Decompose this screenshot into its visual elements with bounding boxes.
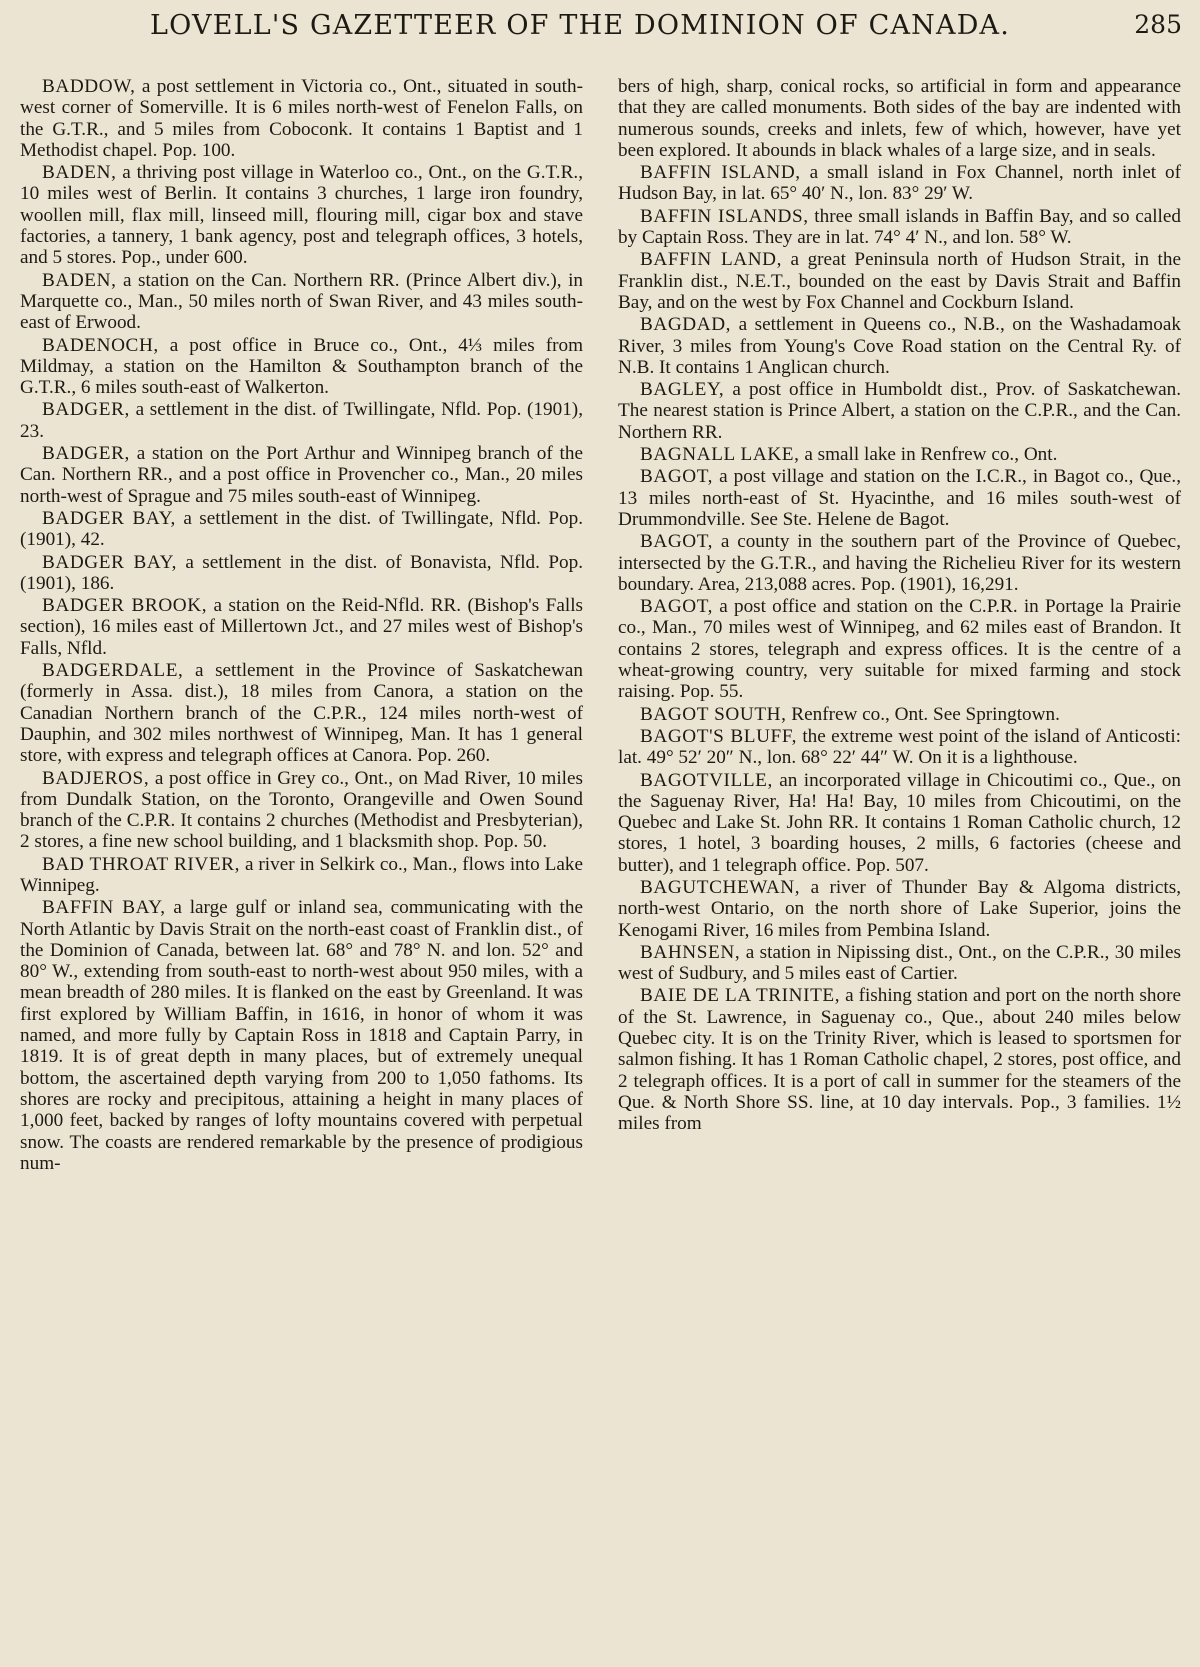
entry-headword: BAGLEY,: [640, 379, 725, 401]
gazetteer-entry: [20, 162, 583, 268]
entry-text: a large gulf or inland sea, communicating with the North Atlantic by Davis Strait on the north-east coast of Franklin dist., of the Dominion of Canada, between lat. 68° and 78° N. and lon. 52° and 80° W., extending from south-east to north-west about 950 miles, with a mean breadth of 280 miles. It is flanked on the east by Greenland. It was first explored by William Baffin, in 1616, in honor of whom it was named, and more fully by Captain Ross in 1818 and Captain Parry, in 1819. It is of great depth in many places, but of extremely unequal bottom, the ascertained depth varying from 200 to 1,050 fathoms. Its shores are rocky and precipitous, attaining a height in many places of 1,000 feet, backed by ranges of lofty mountains covered with perpetual snow. The coasts are rendered remarkable by the presence of prodigious num-: [20, 897, 583, 1174]
entry-text: a settlement in the Province of Saskatchewan (formerly in Assa. dist.), 18 miles from Canora, a station on the Canadian Northern branch of the C.P.R., 124 miles north-west of Dauphin, and 302 miles northwest of Winnipeg, Man. It has 1 general store, with express and telegraph offices at Canora. Pop. 260.: [20, 660, 583, 767]
entry-headword: BAGUTCHEWAN,: [640, 876, 801, 898]
gazetteer-entry: [20, 270, 583, 334]
entry-text: a fishing station and port on the north shore of the St. Lawrence, in Saguenay co., Que., about 240 miles below Quebec city. It is on the Trinity River, which is leased to sportsmen for salmon fishing. It has 1 Roman Catholic chapel, 2 stores, post office, and 2 telegraph offices. It is a port of call in summer for the steamers of the Que. & North Shore SS. line, at 10 day intervals. Pop., 3 families. 1½ miles from: [618, 985, 1181, 1135]
entry-text: a river in Selkirk co., Man., flows into Lake Winnipeg.: [20, 853, 584, 896]
entry-headword: BADGER,: [42, 443, 130, 465]
gazetteer-entry: [618, 770, 1181, 876]
entry-text: a station on the Reid-Nfld. RR. (Bishop's Falls section), 16 miles east of Millertown Jct., and 27 miles west of Bishop's Falls, Nfld.: [20, 595, 583, 659]
page-header: [0, 10, 1200, 54]
entry-text: a settlement in Queens co., N.B., on the Washadamoak River, 3 miles from Young's Cove Road station on the Central Ry. of N.B. It contains 1 Anglican church.: [618, 314, 1181, 378]
gazetteer-entry: [20, 595, 583, 659]
entry-text: a station on the Port Arthur and Winnipeg branch of the Can. Northern RR., and a post office in Provencher co., Man., 20 miles north-west of Sprague and 75 miles south-east of Winnipeg.: [20, 443, 583, 507]
gazetteer-entry: [618, 314, 1181, 378]
entry-text: an incorporated village in Chicoutimi co., Que., on the Saguenay River, Ha! Ha! Bay, 10 miles from Chicoutimi, on the Quebec and Lake St. John RR. It contains 1 Roman Catholic church, 12 stores, 1 hotel, 3 boarding houses, 2 mills, 6 factories (cheese and butter), and 1 telegraph office. Pop. 507.: [618, 769, 1181, 876]
entry-text: a post village and station on the I.C.R., in Bagot co., Que., 13 miles north-east of St. Hyacinthe, and 16 miles south-west of Drummondville. See Ste. Helene de Bagot.: [618, 466, 1181, 530]
entry-headword: BAGOTVILLE,: [640, 769, 773, 791]
entry-text: a settlement in the dist. of Bonavista, Nfld. Pop. (1901), 186.: [20, 551, 584, 594]
gazetteer-entry: [20, 660, 583, 766]
entry-text: a thriving post village in Waterloo co., Ont., on the G.T.R., 10 miles west of Berlin. It contains 3 churches, 1 large iron foundry, woollen mill, flax mill, linseed mill, flouring mill, cigar box and stave factories, a tannery, 1 bank agency, post and telegraph offices, 3 hotels, and 5 stores. Pop., under 600.: [20, 162, 583, 269]
entry-headword: BAIE DE LA TRINITE,: [640, 985, 841, 1007]
entry-headword: BAGNALL LAKE,: [640, 444, 800, 466]
gazetteer-entry: [20, 443, 583, 507]
running-title: LOVELL'S GAZETTEER OF THE DOMINION OF CANADA.: [150, 10, 1011, 41]
gazetteer-entry: [618, 726, 1181, 769]
gazetteer-entry: [20, 854, 583, 897]
gazetteer-entry: [618, 704, 1181, 725]
entry-text: a great Peninsula north of Hudson Strait, in the Franklin dist., N.E.T., bounded on the east by Davis Strait and Baffin Bay, and on the west by Fox Channel and Cockburn Island.: [618, 249, 1181, 313]
entry-headword: BADGER BAY,: [42, 507, 176, 529]
gazetteer-entry: [20, 508, 583, 551]
entry-headword: BADENOCH,: [42, 334, 159, 356]
entry-text: three small islands in Baffin Bay, and so called by Captain Ross. They are in lat. 74° 4′ N., and lon. 58° W.: [618, 205, 1181, 249]
left-column: [20, 76, 583, 1175]
entry-headword: BAGOT,: [640, 466, 714, 488]
gazetteer-entry: [618, 379, 1181, 443]
right-column: [618, 76, 1181, 1136]
gazetteer-entry: [20, 768, 583, 853]
entry-text: a settlement in the dist. of Twillingate, Nfld. Pop. (1901), 42.: [20, 507, 583, 551]
entry-text: a post settlement in Victoria co., Ont., situated in south-west corner of Somerville. It is 6 miles north-west of Fenelon Falls, on the G.T.R., and 5 miles from Coboconk. It contains 1 Baptist and 1 Methodist chapel. Pop. 100.: [20, 76, 583, 161]
entry-headword: BADGER BAY,: [42, 551, 177, 573]
entry-text: a small island in Fox Channel, north inlet of Hudson Bay, in lat. 65° 40′ N., lon. 83° 29′ W.: [618, 162, 1182, 205]
entry-headword: BADJEROS,: [42, 767, 150, 789]
entry-headword: BAFFIN BAY,: [42, 897, 166, 919]
gazetteer-entry: [618, 942, 1181, 985]
gazetteer-entry: [618, 162, 1181, 205]
gazetteer-entry: [618, 466, 1181, 530]
entry-headword: BADEN,: [42, 162, 117, 184]
gazetteer-entry: [20, 335, 583, 399]
entry-headword: BAGOT'S BLUFF,: [640, 725, 797, 747]
entry-headword: BADGER BROOK,: [42, 595, 208, 617]
entry-text: a river of Thunder Bay & Algoma districts, north-west Ontario, on the north shore of Lake Superior, joins the Kenogami River, 16 miles from Pembina Island.: [618, 876, 1181, 941]
entry-headword: BADDOW,: [42, 76, 136, 97]
gazetteer-entry: [20, 76, 583, 161]
entry-text: a station in Nipissing dist., Ont., on the C.P.R., 30 miles west of Sudbury, and 5 miles east of Cartier.: [618, 941, 1181, 985]
gazetteer-entry: [20, 552, 583, 595]
entry-headword: BADGER,: [42, 399, 130, 421]
gazetteer-entry: [618, 444, 1181, 465]
entry-headword: BAFFIN ISLAND,: [640, 162, 801, 184]
entry-headword: BADGERDALE,: [42, 660, 184, 682]
gazetteer-entry: [618, 206, 1181, 249]
gazetteer-entry: [618, 76, 1181, 161]
entry-headword: BAGOT SOUTH,: [640, 703, 787, 725]
gazetteer-entry: [20, 399, 583, 442]
gazetteer-entry: [618, 596, 1181, 702]
entry-text: a post office in Humboldt dist., Prov. of Saskatchewan. The nearest station is Prince Albert, a station on the C.P.R., and the Can. Northern RR.: [618, 379, 1181, 443]
entry-text: a post office in Bruce co., Ont., 4⅓ miles from Mildmay, a station on the Hamilton & Southampton branch of the G.T.R., 6 miles south-east of Walkerton.: [20, 334, 583, 399]
entry-text: Renfrew co., Ont. See Springtown.: [786, 703, 1060, 725]
entry-headword: BAHNSEN,: [640, 941, 741, 963]
gazetteer-entry: [20, 897, 583, 1174]
entry-text: a post office in Grey co., Ont., on Mad River, 10 miles from Dundalk Station, on the Toronto, Orangeville and Owen Sound branch of the C.P.R. It contains 2 churches (Methodist and Presbyterian), 2 stores, a fine new school building, and 1 blacksmith shop. Pop. 50.: [20, 767, 583, 853]
entry-headword: BAFFIN ISLANDS,: [640, 205, 809, 227]
entry-headword: BAGOT,: [640, 596, 714, 618]
gazetteer-entry: [618, 877, 1181, 941]
entry-headword: BAD THROAT RIVER,: [42, 853, 240, 875]
gazetteer-entry: [618, 249, 1181, 313]
entry-text: bers of high, sharp, conical rocks, so artificial in form and appearance that they are called monuments. Both sides of the bay are indented with numerous sounds, creeks and inlets, few of which, however, have yet been explored. It abounds in black whales of a large size, and in seals.: [618, 76, 1181, 161]
entry-text: the extreme west point of the island of Anticosti: lat. 49° 52′ 20″ N., lon. 68° 22′ 44″ W. On it is a lighthouse.: [618, 725, 1181, 769]
entry-text: a settlement in the dist. of Twillingate, Nfld. Pop. (1901), 23.: [20, 399, 583, 442]
entry-text: a small lake in Renfrew co., Ont.: [799, 444, 1058, 466]
entry-headword: BAFFIN LAND,: [640, 249, 783, 271]
page-number: 285: [1134, 10, 1182, 39]
entry-headword: BAGDAD,: [640, 314, 732, 336]
entry-text: a county in the southern part of the Province of Quebec, intersected by the G.T.R., and having the Richelieu River for its western boundary. Area, 213,088 acres. Pop. (1901), 16,291.: [618, 531, 1181, 595]
entry-headword: BADEN,: [42, 269, 117, 291]
entry-text: a post office and station on the C.P.R. in Portage la Prairie co., Man., 70 miles west of Winnipeg, and 62 miles east of Brandon. It contains 2 stores, telegraph and express offices. It is the centre of a wheat-growing country, very suitable for mixed farming and stock raising. Pop. 55.: [618, 596, 1181, 703]
gazetteer-entry: [618, 985, 1181, 1134]
entry-headword: BAGOT,: [640, 531, 714, 553]
gazetteer-entry: [618, 531, 1181, 595]
entry-text: a station on the Can. Northern RR. (Prince Albert div.), in Marquette co., Man., 50 miles north of Swan River, and 43 miles south-east of Erwood.: [20, 269, 583, 334]
